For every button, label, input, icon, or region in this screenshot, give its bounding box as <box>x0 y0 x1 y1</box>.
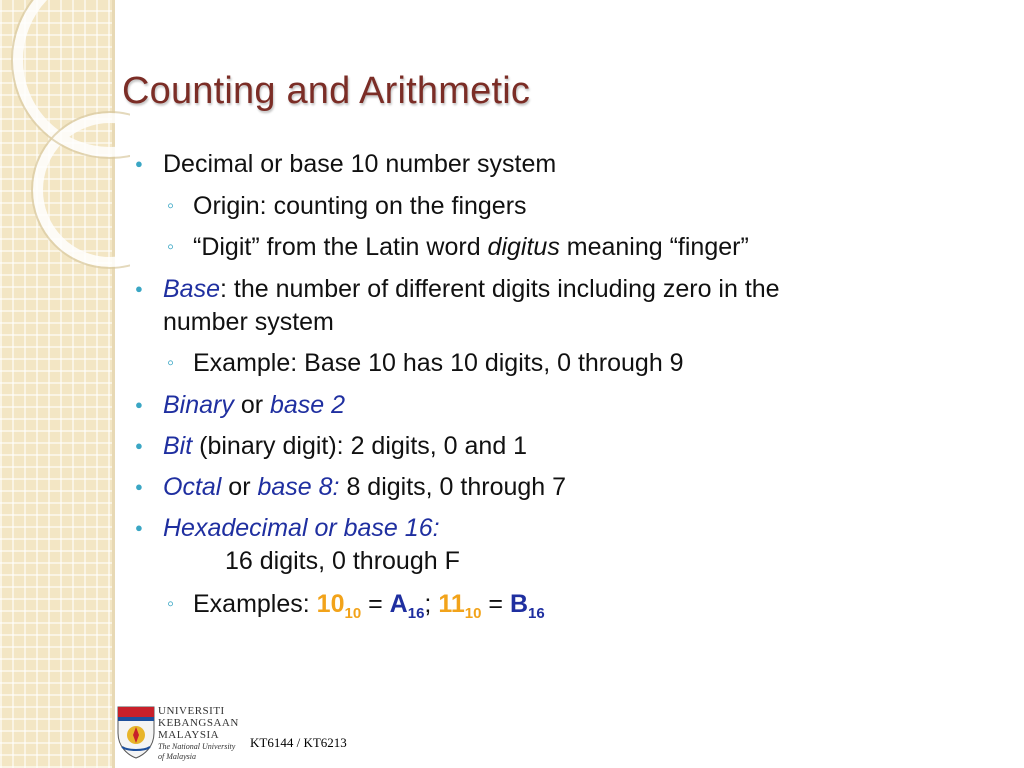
example-subscript: 16 <box>407 605 425 622</box>
bullet-text: “Digit” from the Latin word <box>193 233 488 261</box>
bullet-text: or <box>221 473 258 501</box>
bullet-hexadecimal <box>163 513 440 543</box>
university-crest-logo <box>114 703 158 759</box>
italic-term: Hexadecimal or base 16: <box>163 514 440 542</box>
bullet-text: Examples: <box>193 590 317 618</box>
example-result: B <box>509 590 529 618</box>
equals-sign: = <box>481 590 510 618</box>
italic-term: base 8: <box>257 473 340 501</box>
italic-term: Base <box>163 275 220 303</box>
italic-term: base 2 <box>270 391 346 419</box>
bullet-text: : the number of different digits including zero in the <box>219 275 780 303</box>
bullet-bit <box>163 431 527 461</box>
example-number: 10 <box>316 590 345 618</box>
example-subscript: 10 <box>464 605 482 622</box>
italic-term: Octal <box>163 473 222 501</box>
bullet-base <box>163 274 780 304</box>
bullet-text: Origin: counting on the fingers <box>193 192 527 220</box>
university-tagline: The National University <box>158 742 236 751</box>
equals-sign: = <box>361 590 390 618</box>
example-number: 11 <box>438 590 465 618</box>
subbullet-example <box>193 348 684 378</box>
bullet-text: 16 digits, 0 through F <box>225 547 460 575</box>
bullet-text: 8 digits, 0 through 7 <box>339 473 567 501</box>
italic-term: Bit <box>163 432 193 460</box>
italic-term: Binary <box>163 391 234 419</box>
bullet-text: Decimal or base 10 number system <box>163 150 557 178</box>
example-subscript: 16 <box>528 605 545 622</box>
bullet-text: or <box>233 391 270 419</box>
italic-term: digitus <box>487 233 560 261</box>
bullet-text: number system <box>163 308 334 336</box>
bullet-base-continued <box>163 307 334 337</box>
bullet-octal <box>163 472 566 502</box>
bullet-text: meaning “finger” <box>559 233 749 261</box>
subbullet-origin <box>193 191 527 221</box>
separator: ; <box>424 590 439 618</box>
university-line: KEBANGSAAN <box>158 717 239 729</box>
subbullet-digitus <box>193 232 749 262</box>
example-subscript: 10 <box>344 605 362 622</box>
university-tagline: of Malaysia <box>158 752 196 761</box>
bullet-text: Example: Base 10 has 10 digits, 0 through 9 <box>193 349 684 377</box>
university-name <box>158 705 239 761</box>
slide-title: Counting and Arithmetic <box>122 70 531 112</box>
bullet-decimal <box>163 149 556 179</box>
bullet-binary <box>163 390 345 420</box>
subbullet-examples <box>193 589 545 622</box>
example-result: A <box>389 590 408 618</box>
university-line: MALAYSIA <box>158 729 220 741</box>
course-code: KT6144 / KT6213 <box>250 735 347 750</box>
bullet-hexadecimal-continued <box>225 546 460 576</box>
university-line: UNIVERSITI <box>158 705 225 717</box>
bullet-text: (binary digit): 2 digits, 0 and 1 <box>192 432 528 460</box>
